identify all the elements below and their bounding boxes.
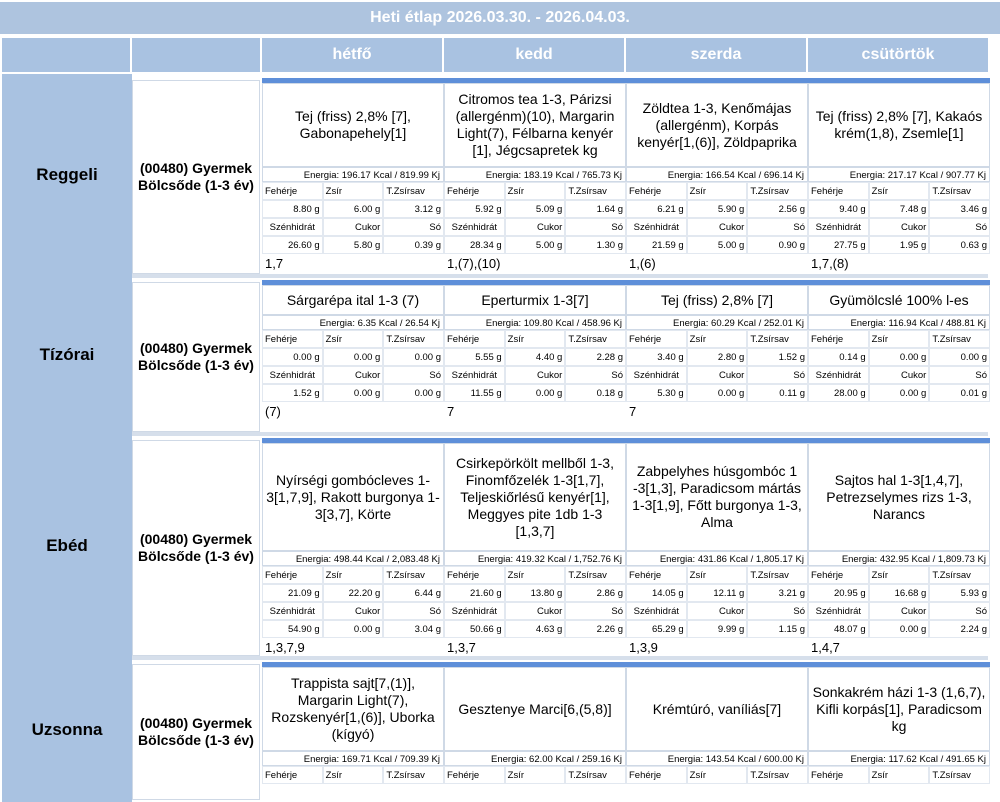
nutrient-value: 0.00 g	[869, 348, 930, 366]
nutrient-value: 11.55 g	[444, 384, 505, 402]
nutrient-value: 54.90 g	[262, 620, 323, 638]
nutrient-values	[444, 584, 626, 602]
nutrient-values-2	[626, 384, 808, 402]
nutrient-labels	[626, 566, 808, 584]
nutrient-labels	[262, 766, 444, 784]
nutrient-values-2	[444, 236, 626, 254]
nutrient-label: Zsír	[323, 330, 384, 348]
nutrient-value: 1.95 g	[869, 236, 930, 254]
allergen-codes: 1,(6)	[629, 256, 656, 271]
nutrient-value: 0.00 g	[383, 384, 444, 402]
nutrient-labels	[444, 566, 626, 584]
nutrient-value: 2.56 g	[747, 200, 808, 218]
dish-text: Gyümölcslé 100% l-es	[808, 285, 990, 315]
energy-value: Energia: 62.00 Kcal / 259.16 Kj	[444, 751, 626, 766]
nutrient-label: Fehérje	[808, 566, 869, 584]
nutrient-label: Zsír	[323, 566, 384, 584]
nutrient-values	[808, 200, 990, 218]
nutrient-value: 3.40 g	[626, 348, 687, 366]
nutrient-values	[808, 584, 990, 602]
nutrient-value: 9.99 g	[687, 620, 748, 638]
nutrient-values-2	[808, 620, 990, 638]
nutrient-value: 9.40 g	[808, 200, 869, 218]
nutrient-value: 26.60 g	[262, 236, 323, 254]
meal-label: Uzsonna	[2, 658, 132, 802]
allergen-codes: 1,3,7,9	[265, 640, 305, 655]
energy-value: Energia: 431.86 Kcal / 1,805.17 Kj	[626, 551, 808, 566]
dish-text: Zöldtea 1-3, Kenőmájas (allergénm), Korpás kenyér[1,(6)], Zöldpaprika	[626, 83, 808, 167]
nutrient-value: 20.95 g	[808, 584, 869, 602]
nutrient-labels-2	[444, 218, 626, 236]
allergen-codes: (7)	[265, 404, 281, 419]
dish-text: Sonkakrém házi 1-3 (1,6,7), Kifli korpás[1], Paradicsom kg	[808, 667, 990, 751]
nutrient-label: T.Zsírsav	[383, 330, 444, 348]
nutrient-value: 0.11 g	[747, 384, 808, 402]
nutrient-labels	[808, 330, 990, 348]
meal-label: Tízórai	[2, 276, 132, 434]
nutrient-labels	[262, 182, 444, 200]
energy-value: Energia: 169.71 Kcal / 709.39 Kj	[262, 751, 444, 766]
nutrient-labels-2	[626, 366, 808, 384]
nutrient-labels-2	[444, 366, 626, 384]
energy-value: Energia: 6.35 Kcal / 26.54 Kj	[262, 315, 444, 330]
nutrient-label: T.Zsírsav	[565, 330, 626, 348]
nutrient-label: T.Zsírsav	[565, 766, 626, 784]
allergen-codes: 7	[447, 404, 455, 419]
day-header-0: hétfő	[262, 38, 442, 72]
nutrient-label: T.Zsírsav	[383, 766, 444, 784]
allergen-codes: 1,7,(8)	[811, 256, 849, 271]
nutrient-values	[444, 348, 626, 366]
nutrient-label: T.Zsírsav	[383, 566, 444, 584]
nutrient-labels	[808, 766, 990, 784]
nutrient-value: 0.00 g	[869, 384, 930, 402]
energy-value: Energia: 116.94 Kcal / 488.81 Kj	[808, 315, 990, 330]
nutrient-label: Szénhidrát	[262, 366, 323, 384]
meal-label: Reggeli	[2, 74, 132, 276]
nutrient-value: 1.52 g	[747, 348, 808, 366]
nutrient-values	[808, 348, 990, 366]
nutrient-values-2	[808, 236, 990, 254]
nutrient-label: Zsír	[505, 566, 566, 584]
nutrient-value: 2.28 g	[565, 348, 626, 366]
allergen-codes: 1,7	[265, 256, 284, 271]
nutrient-values	[262, 200, 444, 218]
nutrient-labels	[808, 182, 990, 200]
nutrient-label: Só	[747, 602, 808, 620]
nutrient-label: T.Zsírsav	[565, 566, 626, 584]
dish-text: Trappista sajt[7,(1)], Margarin Light(7), Rozskenyér[1,(6)], Uborka (kígyó)	[262, 667, 444, 751]
nutrient-value: 4.40 g	[505, 348, 566, 366]
nutrient-label: T.Zsírsav	[929, 766, 990, 784]
nutrient-label: Zsír	[505, 766, 566, 784]
nutrient-value: 1.64 g	[565, 200, 626, 218]
nutrient-labels	[626, 766, 808, 784]
nutrient-label: Só	[383, 366, 444, 384]
nutrient-label: Só	[383, 218, 444, 236]
page-title: Heti étlap 2026.03.30. - 2026.04.03.	[0, 2, 1000, 34]
energy-value: Energia: 196.17 Kcal / 819.99 Kj	[262, 167, 444, 182]
nutrient-label: Fehérje	[626, 766, 687, 784]
nutrient-label: T.Zsírsav	[929, 330, 990, 348]
nutrient-label: Cukor	[687, 366, 748, 384]
nutrient-label: Fehérje	[626, 566, 687, 584]
nutrient-value: 5.92 g	[444, 200, 505, 218]
nutrient-value: 50.66 g	[444, 620, 505, 638]
dish-text: Sajtos hal 1-3[1,4,7], Petrezselymes rizs 1-3, Narancs	[808, 443, 990, 551]
nutrient-value: 7.48 g	[869, 200, 930, 218]
nutrient-value: 21.60 g	[444, 584, 505, 602]
menu-cell	[444, 662, 626, 784]
group-label: (00480) Gyermek Bölcsőde (1-3 év)	[132, 440, 260, 656]
nutrient-label: T.Zsírsav	[565, 182, 626, 200]
nutrient-labels-2	[808, 602, 990, 620]
nutrient-values-2	[262, 384, 444, 402]
nutrient-label: Cukor	[505, 602, 566, 620]
nutrient-label: Fehérje	[808, 766, 869, 784]
row-separator	[132, 274, 988, 278]
nutrient-value: 16.68 g	[869, 584, 930, 602]
nutrient-value: 0.01 g	[929, 384, 990, 402]
menu-cell	[262, 438, 444, 658]
nutrient-value: 0.00 g	[505, 384, 566, 402]
nutrient-label: Zsír	[687, 766, 748, 784]
allergen-codes: 1,4,7	[811, 640, 840, 655]
nutrient-label: Szénhidrát	[808, 366, 869, 384]
day-header-3: csütörtök	[808, 38, 988, 72]
nutrient-label: Só	[929, 218, 990, 236]
nutrient-values	[262, 348, 444, 366]
nutrient-value: 2.80 g	[687, 348, 748, 366]
nutrient-value: 0.63 g	[929, 236, 990, 254]
nutrient-value: 28.00 g	[808, 384, 869, 402]
nutrient-values-2	[444, 620, 626, 638]
nutrient-label: Fehérje	[808, 330, 869, 348]
nutrient-value: 0.00 g	[323, 348, 384, 366]
menu-cell	[262, 280, 444, 422]
menu-cell	[626, 438, 808, 658]
group-label: (00480) Gyermek Bölcsőde (1-3 év)	[132, 282, 260, 432]
nutrient-value: 0.00 g	[869, 620, 930, 638]
nutrient-label: Szénhidrát	[262, 218, 323, 236]
nutrient-label: Cukor	[869, 602, 930, 620]
nutrient-label: T.Zsírsav	[747, 330, 808, 348]
nutrient-labels	[808, 566, 990, 584]
nutrient-value: 21.09 g	[262, 584, 323, 602]
nutrient-values-2	[626, 236, 808, 254]
dish-text: Citromos tea 1-3, Párizsi (allergénm)(10), Margarin Light(7), Félbarna kenyér [1], Jégcsapretek kg	[444, 83, 626, 167]
energy-value: Energia: 109.80 Kcal / 458.96 Kj	[444, 315, 626, 330]
nutrient-labels-2	[444, 602, 626, 620]
nutrient-value: 0.00 g	[262, 348, 323, 366]
row-separator	[132, 432, 988, 436]
nutrient-label: Szénhidrát	[626, 602, 687, 620]
allergen-codes: 1,3,9	[629, 640, 658, 655]
nutrient-value: 0.00 g	[323, 384, 384, 402]
energy-value: Energia: 60.29 Kcal / 252.01 Kj	[626, 315, 808, 330]
menu-cell	[444, 78, 626, 274]
nutrient-labels	[626, 330, 808, 348]
nutrient-value: 0.00 g	[323, 620, 384, 638]
nutrient-label: Só	[929, 366, 990, 384]
nutrient-label: Fehérje	[444, 330, 505, 348]
day-header-1: kedd	[444, 38, 624, 72]
nutrient-labels	[444, 330, 626, 348]
nutrient-value: 5.55 g	[444, 348, 505, 366]
allergen-codes: 1,(7),(10)	[447, 256, 501, 271]
nutrient-value: 0.18 g	[565, 384, 626, 402]
nutrient-value: 5.00 g	[505, 236, 566, 254]
menu-cell	[262, 78, 444, 274]
nutrient-value: 6.21 g	[626, 200, 687, 218]
menu-cell	[808, 78, 990, 274]
nutrient-labels-2	[262, 218, 444, 236]
nutrient-label: Cukor	[687, 218, 748, 236]
nutrient-values	[444, 200, 626, 218]
nutrient-label: Szénhidrát	[808, 602, 869, 620]
nutrient-labels-2	[626, 218, 808, 236]
energy-value: Energia: 419.32 Kcal / 1,752.76 Kj	[444, 551, 626, 566]
nutrient-labels-2	[626, 602, 808, 620]
menu-cell	[444, 280, 626, 422]
nutrient-labels	[262, 566, 444, 584]
nutrient-value: 1.30 g	[565, 236, 626, 254]
nutrient-label: Cukor	[505, 366, 566, 384]
meal-label: Ebéd	[2, 434, 132, 658]
nutrient-value: 3.21 g	[747, 584, 808, 602]
nutrient-label: T.Zsírsav	[929, 182, 990, 200]
menu-cell	[444, 438, 626, 658]
nutrient-labels-2	[262, 602, 444, 620]
group-label: (00480) Gyermek Bölcsőde (1-3 év)	[132, 80, 260, 274]
nutrient-label: Só	[565, 366, 626, 384]
nutrient-value: 4.63 g	[505, 620, 566, 638]
nutrient-value: 0.00 g	[383, 348, 444, 366]
energy-value: Energia: 432.95 Kcal / 1,809.73 Kj	[808, 551, 990, 566]
nutrient-value: 5.09 g	[505, 200, 566, 218]
nutrient-label: T.Zsírsav	[383, 182, 444, 200]
nutrient-value: 27.75 g	[808, 236, 869, 254]
dish-text: Sárgarépa ital 1-3 (7)	[262, 285, 444, 315]
nutrient-label: Szénhidrát	[444, 602, 505, 620]
nutrient-label: Szénhidrát	[626, 366, 687, 384]
nutrient-label: Zsír	[869, 330, 930, 348]
nutrient-value: 65.29 g	[626, 620, 687, 638]
nutrient-value: 0.39 g	[383, 236, 444, 254]
nutrient-value: 1.15 g	[747, 620, 808, 638]
nutrient-label: Cukor	[869, 218, 930, 236]
nutrient-value: 3.46 g	[929, 200, 990, 218]
allergen-codes: 1,3,7	[447, 640, 476, 655]
nutrient-labels	[626, 182, 808, 200]
dish-text: Tej (friss) 2,8% [7], Gabonapehely[1]	[262, 83, 444, 167]
nutrient-value: 3.12 g	[383, 200, 444, 218]
nutrient-value: 14.05 g	[626, 584, 687, 602]
dish-text: Eperturmix 1-3[7]	[444, 285, 626, 315]
nutrient-values	[262, 584, 444, 602]
nutrient-values	[626, 584, 808, 602]
menu-cell	[626, 280, 808, 422]
nutrient-label: Fehérje	[626, 182, 687, 200]
menu-cell	[808, 662, 990, 784]
nutrient-label: Fehérje	[444, 766, 505, 784]
nutrient-label: Szénhidrát	[626, 218, 687, 236]
nutrient-value: 0.00 g	[929, 348, 990, 366]
nutrient-label: Zsír	[687, 182, 748, 200]
nutrient-label: Cukor	[869, 366, 930, 384]
nutrient-label: Cukor	[687, 602, 748, 620]
nutrient-value: 0.14 g	[808, 348, 869, 366]
nutrient-value: 28.34 g	[444, 236, 505, 254]
energy-value: Energia: 117.62 Kcal / 491.65 Kj	[808, 751, 990, 766]
nutrient-label: Zsír	[687, 330, 748, 348]
nutrient-value: 0.90 g	[747, 236, 808, 254]
dish-text: Zabpelyhes húsgombóc 1 -3[1,3], Paradicsom mártás 1-3[1,9], Főtt burgonya 1-3, Alma	[626, 443, 808, 551]
header-corner	[2, 38, 130, 72]
nutrient-value: 6.00 g	[323, 200, 384, 218]
nutrient-label: Cukor	[323, 218, 384, 236]
nutrient-values	[626, 200, 808, 218]
nutrient-label: T.Zsírsav	[747, 182, 808, 200]
nutrient-value: 6.44 g	[383, 584, 444, 602]
dish-text: Nyírségi gombócleves 1-3[1,7,9], Rakott burgonya 1-3[3,7], Körte	[262, 443, 444, 551]
nutrient-value: 1.52 g	[262, 384, 323, 402]
nutrient-label: Fehérje	[444, 182, 505, 200]
nutrient-label: Só	[929, 602, 990, 620]
nutrient-label: Fehérje	[262, 330, 323, 348]
nutrient-label: Szénhidrát	[808, 218, 869, 236]
nutrient-label: Szénhidrát	[262, 602, 323, 620]
nutrient-label: Só	[565, 218, 626, 236]
dish-text: Tej (friss) 2,8% [7], Kakaós krém(1,8), Zsemle[1]	[808, 83, 990, 167]
nutrient-values-2	[626, 620, 808, 638]
nutrient-value: 12.11 g	[687, 584, 748, 602]
nutrient-labels-2	[808, 366, 990, 384]
nutrient-label: Cukor	[323, 366, 384, 384]
energy-value: Energia: 217.17 Kcal / 907.77 Kj	[808, 167, 990, 182]
menu-cell	[626, 662, 808, 784]
nutrient-label: Cukor	[323, 602, 384, 620]
nutrient-value: 3.04 g	[383, 620, 444, 638]
nutrient-label: Só	[383, 602, 444, 620]
nutrient-label: T.Zsírsav	[747, 566, 808, 584]
nutrient-label: Só	[747, 366, 808, 384]
nutrient-value: 5.93 g	[929, 584, 990, 602]
nutrient-label: Zsír	[869, 182, 930, 200]
nutrient-value: 5.00 g	[687, 236, 748, 254]
nutrient-value: 2.26 g	[565, 620, 626, 638]
nutrient-value: 8.80 g	[262, 200, 323, 218]
nutrient-value: 0.00 g	[687, 384, 748, 402]
nutrient-label: Szénhidrát	[444, 366, 505, 384]
nutrient-label: Zsír	[323, 182, 384, 200]
nutrient-label: Fehérje	[808, 182, 869, 200]
energy-value: Energia: 183.19 Kcal / 765.73 Kj	[444, 167, 626, 182]
dish-text: Tej (friss) 2,8% [7]	[626, 285, 808, 315]
menu-cell	[808, 438, 990, 658]
dish-text: Gesztenye Marci[6,(5,8)]	[444, 667, 626, 751]
nutrient-labels-2	[808, 218, 990, 236]
nutrient-label: Fehérje	[262, 182, 323, 200]
energy-value: Energia: 143.54 Kcal / 600.00 Kj	[626, 751, 808, 766]
nutrient-label: Szénhidrát	[444, 218, 505, 236]
nutrient-label: Zsír	[687, 566, 748, 584]
nutrient-value: 5.90 g	[687, 200, 748, 218]
nutrient-label: Fehérje	[262, 766, 323, 784]
nutrient-value: 48.07 g	[808, 620, 869, 638]
menu-cell	[262, 662, 444, 784]
nutrient-labels	[444, 766, 626, 784]
nutrient-value: 2.86 g	[565, 584, 626, 602]
allergen-codes	[808, 402, 990, 422]
day-header-2: szerda	[626, 38, 806, 72]
energy-value: Energia: 498.44 Kcal / 2,083.48 Kj	[262, 551, 444, 566]
nutrient-label: Zsír	[505, 330, 566, 348]
dish-text: Krémtúró, vaníliás[7]	[626, 667, 808, 751]
row-separator	[132, 656, 988, 660]
nutrient-labels	[444, 182, 626, 200]
nutrient-label: Fehérje	[626, 330, 687, 348]
nutrient-value: 5.80 g	[323, 236, 384, 254]
menu-cell	[808, 280, 990, 422]
nutrient-label: Só	[747, 218, 808, 236]
nutrient-value: 13.80 g	[505, 584, 566, 602]
nutrient-label: Fehérje	[444, 566, 505, 584]
nutrient-label: T.Zsírsav	[747, 766, 808, 784]
header-corner-2	[132, 38, 260, 72]
dish-text: Csirkepörkölt mellből 1-3, Finomfőzelék 1-3[1,7], Teljeskiőrlésű kenyér[1], Meggyes pite 1db 1-3 [1,3,7]	[444, 443, 626, 551]
nutrient-label: Zsír	[869, 766, 930, 784]
nutrient-label: Zsír	[323, 766, 384, 784]
nutrient-values-2	[262, 236, 444, 254]
nutrient-values-2	[444, 384, 626, 402]
nutrient-labels	[262, 330, 444, 348]
allergen-codes: 7	[629, 404, 637, 419]
energy-value: Energia: 166.54 Kcal / 696.14 Kj	[626, 167, 808, 182]
menu-cell	[626, 78, 808, 274]
nutrient-value: 2.24 g	[929, 620, 990, 638]
nutrient-value: 5.30 g	[626, 384, 687, 402]
nutrient-values-2	[808, 384, 990, 402]
nutrient-label: Cukor	[505, 218, 566, 236]
nutrient-labels-2	[262, 366, 444, 384]
nutrient-label: Só	[565, 602, 626, 620]
nutrient-values-2	[262, 620, 444, 638]
nutrient-values	[626, 348, 808, 366]
nutrient-label: T.Zsírsav	[929, 566, 990, 584]
nutrient-label: Fehérje	[262, 566, 323, 584]
nutrient-value: 21.59 g	[626, 236, 687, 254]
nutrient-label: Zsír	[505, 182, 566, 200]
nutrient-value: 22.20 g	[323, 584, 384, 602]
group-label: (00480) Gyermek Bölcsőde (1-3 év)	[132, 664, 260, 800]
nutrient-label: Zsír	[869, 566, 930, 584]
